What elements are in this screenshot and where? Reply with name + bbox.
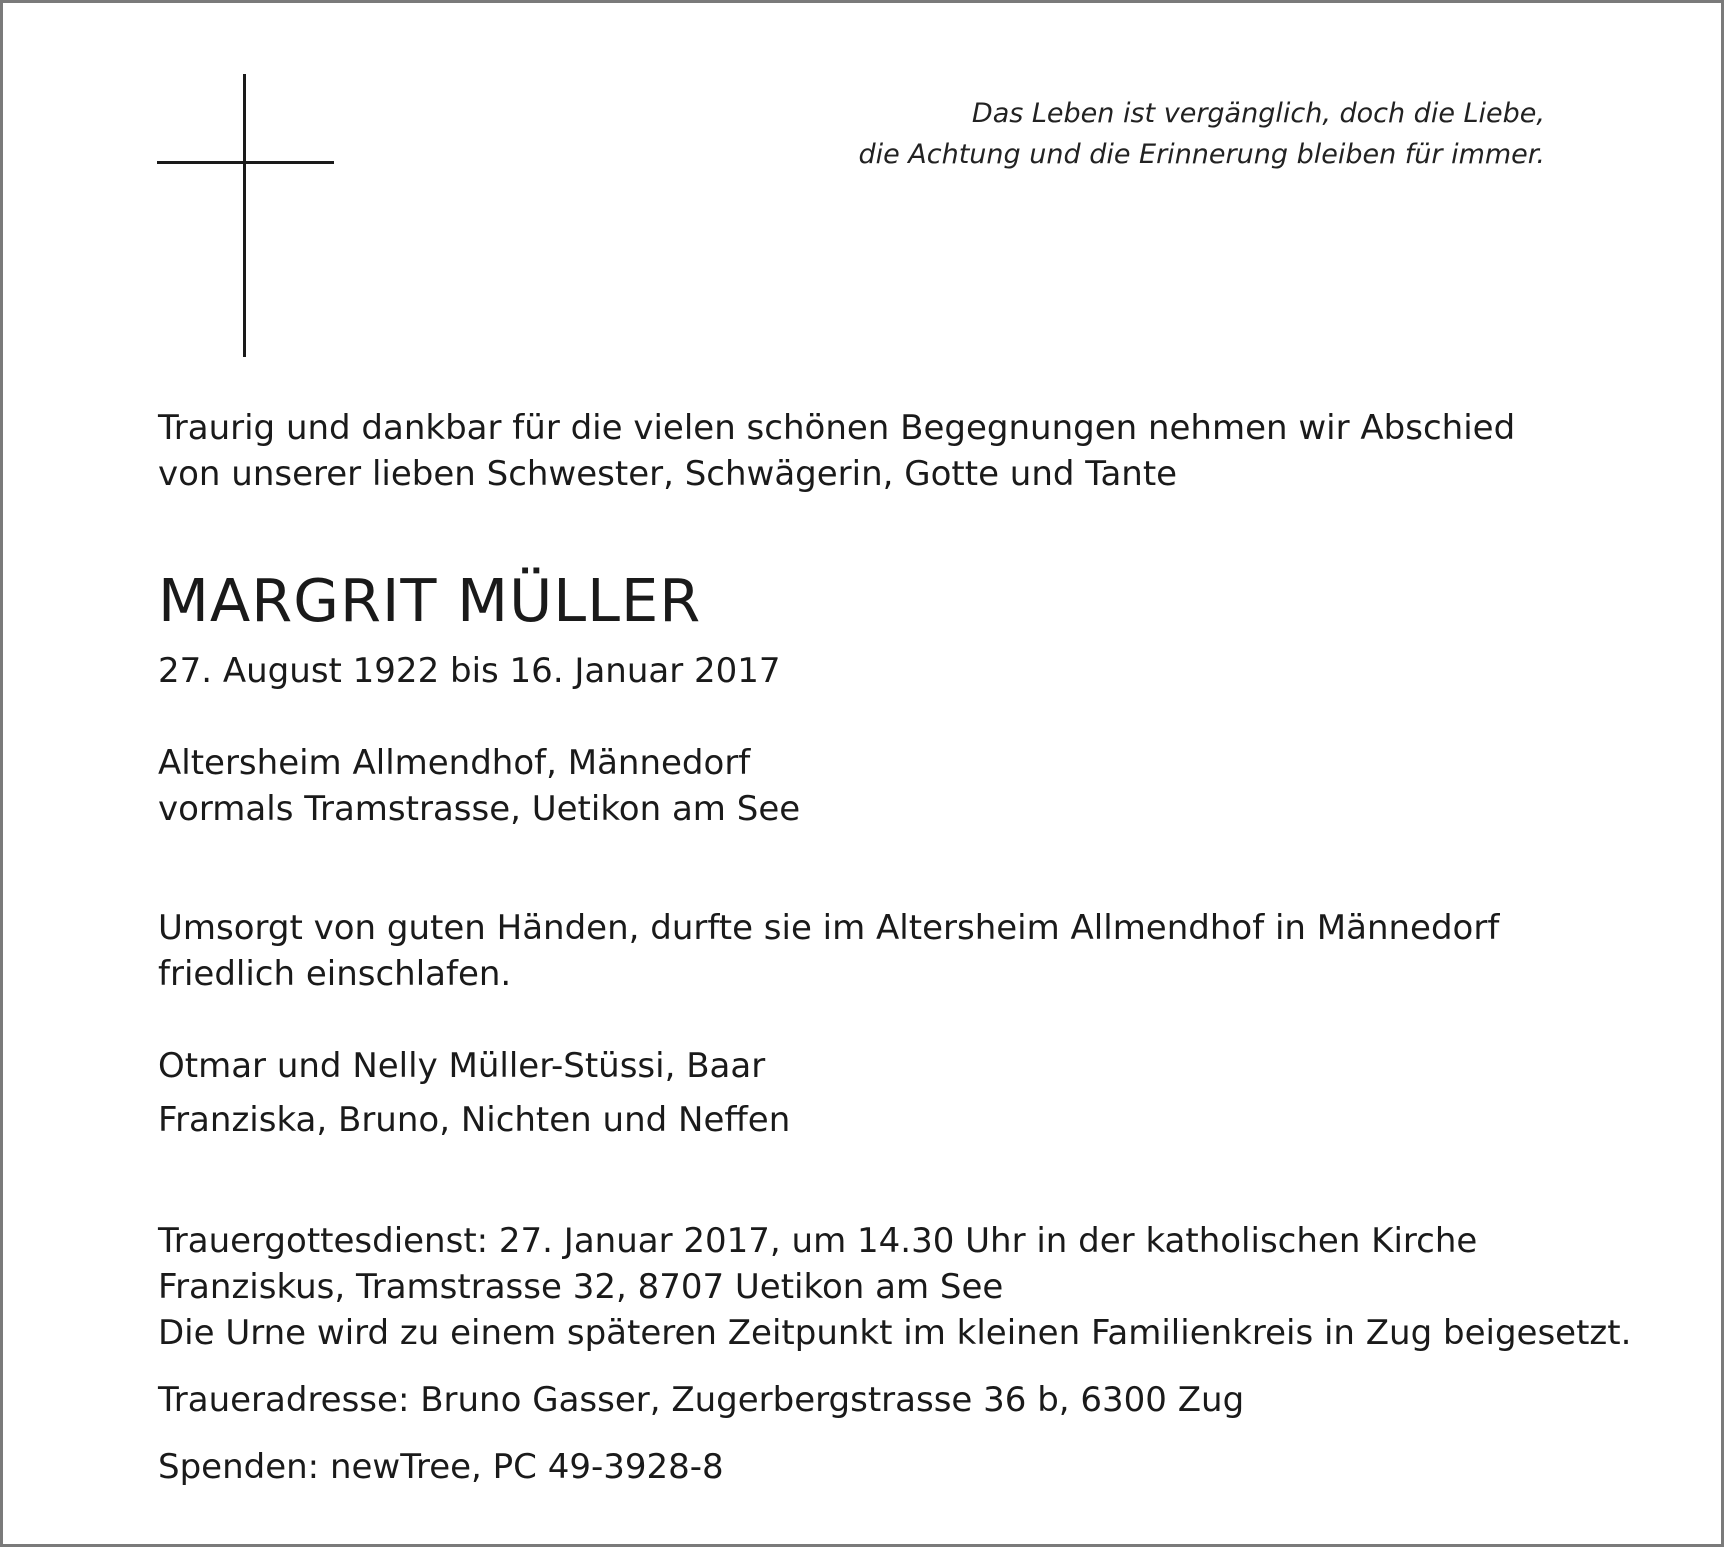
life-dates: 27. August 1922 bis 16. Januar 2017 [158, 651, 781, 691]
quote-line: Das Leben ist vergänglich, doch die Liebe, [971, 98, 1545, 129]
message-line: Umsorgt von guten Händen, durfte sie im Altersheim Allmendhof in Männedorf [158, 908, 1500, 948]
mourner-line: Franziska, Bruno, Nichten und Neffen [158, 1100, 791, 1140]
service-line: Trauergottesdienst: 27. Januar 2017, um 14.30 Uhr in der katholischen Kirche [158, 1221, 1478, 1261]
cross-vertical-bar [243, 74, 246, 357]
intro-line: Traurig und dankbar für die vielen schönen Begegnungen nehmen wir Abschied [158, 408, 1516, 448]
mourning-address: Traueradresse: Bruno Gasser, Zugerbergstrasse 36 b, 6300 Zug [158, 1380, 1245, 1420]
mourner-line: Otmar und Nelly Müller-Stüssi, Baar [158, 1046, 766, 1086]
intro-line: von unserer lieben Schwester, Schwägerin, Gotte und Tante [158, 454, 1178, 494]
message-line: friedlich einschlafen. [158, 954, 512, 994]
cross-horizontal-bar [157, 161, 334, 164]
quote-line: die Achtung und die Erinnerung bleiben für immer. [858, 139, 1545, 170]
message-text [158, 905, 1499, 997]
service-line: Die Urne wird zu einem späteren Zeitpunkt im kleinen Familienkreis in Zug beigesetzt. [158, 1313, 1632, 1353]
service-line: Franziskus, Tramstrasse 32, 8707 Uetikon am See [158, 1267, 1004, 1307]
intro-text [158, 405, 1515, 497]
residence-line: Altersheim Allmendhof, Männedorf [158, 743, 751, 783]
residence-line: vormals Tramstrasse, Uetikon am See [158, 789, 801, 829]
epigraph-quote [858, 93, 1545, 175]
deceased-name: MARGRIT MÜLLER [158, 566, 702, 635]
residence-block [158, 740, 800, 832]
service-info [158, 1218, 1631, 1356]
donations-info: Spenden: newTree, PC 49-3928-8 [158, 1447, 724, 1487]
